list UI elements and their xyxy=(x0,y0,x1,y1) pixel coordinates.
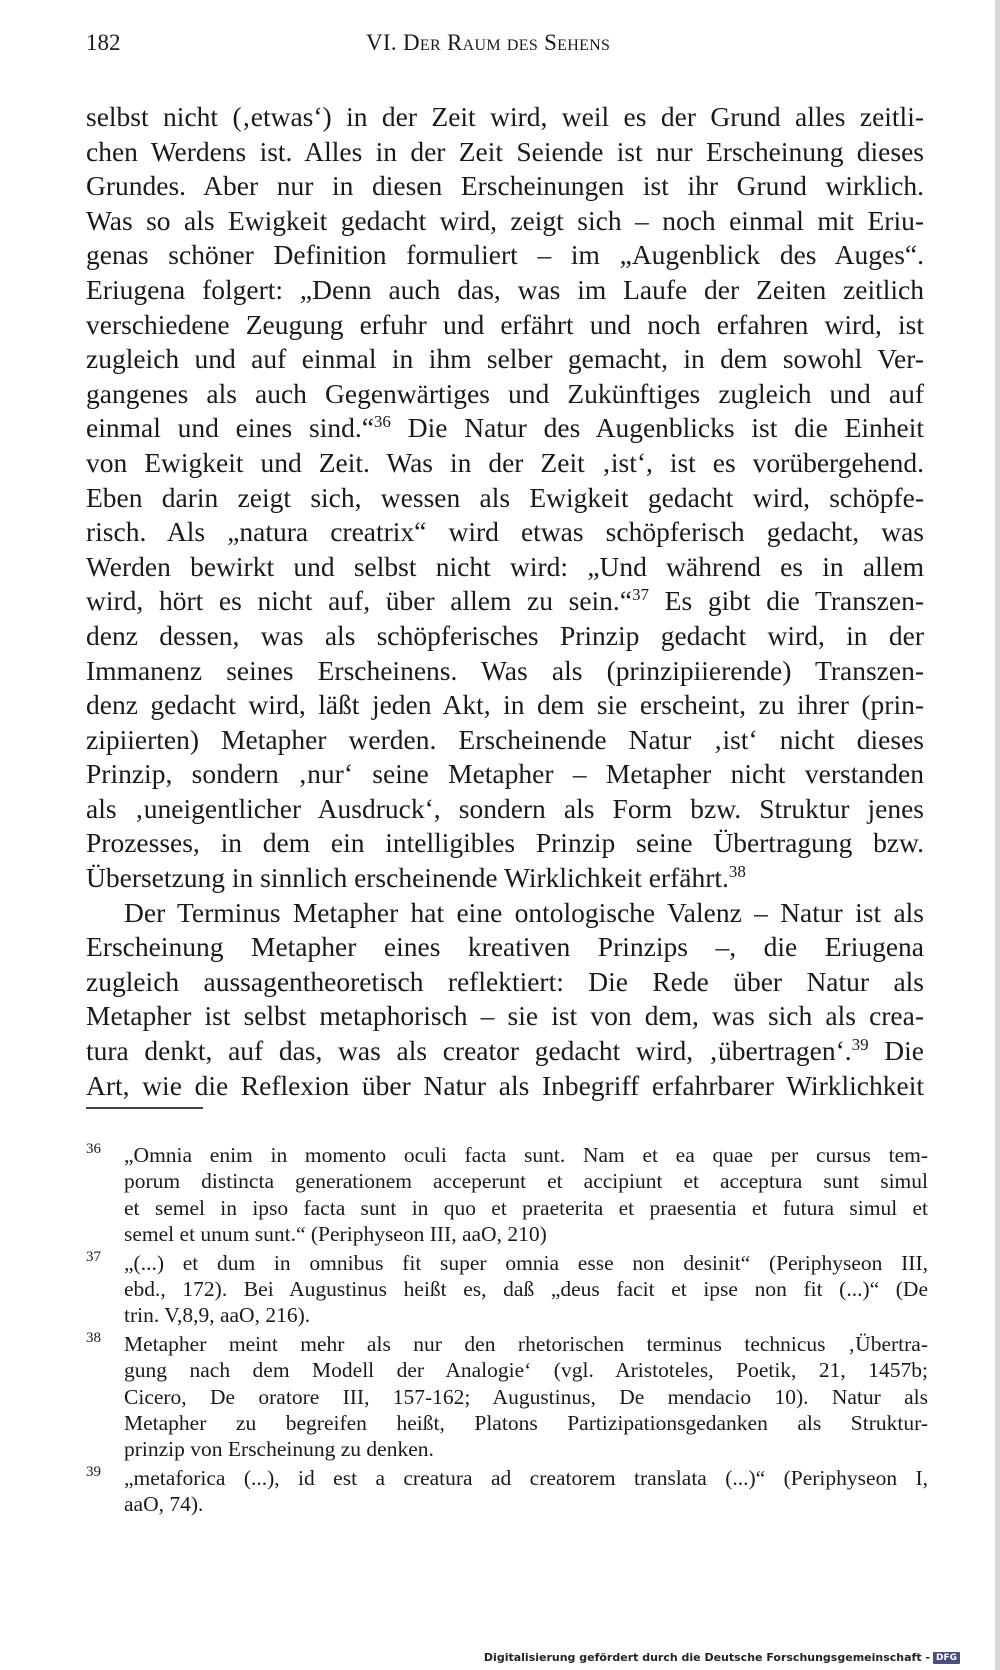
text-line: denz dessen, was als schöpferisches Prinzip gedacht wird, in der xyxy=(86,619,924,651)
footnote-line: „(...) et dum in omnibus fit super omnia esse non desinit“ (Periphyseon III, xyxy=(124,1250,928,1275)
footnote-number: 38 xyxy=(86,1329,101,1346)
text-segment: tura denkt, auf das, was als creator gedacht wird, ‚übertragen‘. xyxy=(86,1035,852,1067)
text-segment: Die Natur des Augenblicks ist die Einheit xyxy=(390,412,924,444)
body-text xyxy=(86,100,924,1103)
text-line: Prozesses, in dem ein intelligibles Prinzip seine Übertragung bzw. xyxy=(86,827,924,859)
footnote-line: et semel in ipso facta sunt in quo et praeterita et praesentia et futura simul et xyxy=(124,1195,928,1220)
text-line: verschiedene Zeugung erfuhr und erfährt und noch erfahren wird, ist xyxy=(86,308,924,340)
text-line: zipiierten) Metapher werden. Erscheinende Natur ‚ist‘ nicht dieses xyxy=(86,723,924,755)
footnote-ref: 38 xyxy=(728,861,746,881)
footnote-line: semel et unum sunt.“ (Periphyseon III, aaO, 210) xyxy=(124,1222,547,1247)
text-segment: Es gibt die Transzen- xyxy=(649,585,924,617)
footnote-line: gung nach dem Modell der Analogie‘ (vgl. Aristoteles, Poetik, 21, 1457b; xyxy=(124,1358,928,1383)
text-line: von Ewigkeit und Zeit. Was in der Zeit ‚ist‘, ist es vorübergehend. xyxy=(86,446,924,478)
footnote-ref: 36 xyxy=(373,412,391,432)
dfg-logo: DFG xyxy=(933,1652,960,1664)
footnote xyxy=(86,1331,928,1463)
footnote-line: ebd., 172). Bei Augustinus heißt es, daß „deus facit et ipse non fit (...)“ (De xyxy=(124,1276,928,1301)
text-line: Eriugena folgert: „Denn auch das, was im Laufe der Zeiten zeitlich xyxy=(86,273,924,305)
text-line: Prinzip, sondern ‚nur‘ seine Metapher – Metapher nicht verstanden xyxy=(86,758,924,790)
footnote-line: „Omnia enim in momento oculi facta sunt. Nam et ea quae per cursus tem- xyxy=(124,1143,928,1167)
text-line: genas schöner Definition formuliert – im „Augenblick des Auges“. xyxy=(86,239,924,271)
text-line: Eben darin zeigt sich, wessen als Ewigkeit gedacht wird, schöpfe- xyxy=(86,481,924,513)
footnote-number: 39 xyxy=(86,1463,101,1480)
footnote-ref: 39 xyxy=(851,1034,869,1054)
footnote-line: prinzip von Erscheinung zu denken. xyxy=(124,1437,434,1462)
footnote xyxy=(86,1142,928,1248)
text-line: chen Werdens ist. Alles in der Zeit Seiende ist nur Erscheinung dieses xyxy=(86,135,924,167)
paragraph xyxy=(86,896,924,1104)
footnote-separator xyxy=(86,1107,203,1109)
text-line: Grundes. Aber nur in diesen Erscheinungen ist ihr Grund wirklich. xyxy=(86,170,924,202)
footnote-line: porum distincta generationem acceperunt et accipiunt et acceptura sunt simul xyxy=(124,1169,928,1194)
footnote-line: „metaforica (...), id est a creatura ad creatorem translata (...)“ (Periphyseon I, xyxy=(124,1465,928,1490)
text-line: Art, wie die Reflexion über Natur als Inbegriff erfahrbarer Wirklichkeit xyxy=(86,1069,924,1101)
footnote-line: trin. V,8,9, aaO, 216). xyxy=(124,1303,311,1328)
running-head: VI. Der Raum des Sehens xyxy=(366,30,611,55)
text-line: risch. Als „natura creatrix“ wird etwas schöpferisch gedacht, was xyxy=(86,516,924,548)
footnote-line: Metapher zu begreifen heißt, Platons Partizipationsgedanken als Struktur- xyxy=(124,1410,928,1435)
text-line: Immanenz seines Erscheinens. Was als (prinzipiierende) Transzen- xyxy=(86,654,924,686)
text-segment: Die xyxy=(868,1035,924,1067)
text-line: Was so als Ewigkeit gedacht wird, zeigt sich – noch einmal mit Eriu- xyxy=(86,204,924,236)
text-line: gangenes als auch Gegenwärtiges und Zukünftiges zugleich und auf xyxy=(86,377,924,409)
text-segment: Übersetzung in sinnlich erscheinende Wirklichkeit erfährt. xyxy=(86,862,729,894)
footnote xyxy=(86,1465,928,1518)
footnote xyxy=(86,1250,928,1329)
text-line xyxy=(86,1034,924,1069)
text-line: als ‚uneigentlicher Ausdruck‘, sondern als Form bzw. Struktur jenes xyxy=(86,792,924,824)
credit-text: Digitalisierung gefördert durch die Deutsche Forschungsgemeinschaft - xyxy=(483,1651,930,1664)
footnotes xyxy=(86,1142,928,1519)
footnote-line: Metapher meint mehr als nur den rhetorischen terminus technicus ‚Übertra- xyxy=(124,1331,928,1356)
page-header xyxy=(86,30,922,66)
footnote-ref: 37 xyxy=(632,585,650,605)
footnote-line: aaO, 74). xyxy=(124,1492,204,1517)
text-line: zugleich aussagentheoretisch reflektiert: Die Rede über Natur als xyxy=(86,965,924,997)
text-line: zugleich und auf einmal in ihm selber gemacht, in dem sowohl Ver- xyxy=(86,343,924,375)
text-line: Der Terminus Metapher hat eine ontologische Valenz – Natur ist als xyxy=(124,896,924,928)
scan-page-edge xyxy=(995,0,1000,1670)
text-line xyxy=(86,411,924,446)
footnote-line: Cicero, De oratore III, 157-162; Augustinus, De mendacio 10). Natur als xyxy=(124,1384,928,1409)
text-line: Werden bewirkt und selbst nicht wird: „Und während es in allem xyxy=(86,550,924,582)
text-segment: einmal und eines sind.“ xyxy=(86,412,374,444)
text-line: denz gedacht wird, läßt jeden Akt, in dem sie erscheint, zu ihrer (prin- xyxy=(86,689,924,721)
paragraph xyxy=(86,100,924,896)
footnote-number: 36 xyxy=(86,1141,101,1157)
text-line: selbst nicht (‚etwas‘) in der Zeit wird, weil es der Grund alles zeitli- xyxy=(86,101,924,132)
digitization-credit xyxy=(484,1651,960,1664)
text-line: Metapher ist selbst metaphorisch – sie ist von dem, was sich als crea- xyxy=(86,1000,924,1032)
page-number: 182 xyxy=(86,30,121,55)
text-segment: wird, hört es nicht auf, über allem zu sein.“ xyxy=(86,585,633,617)
text-line xyxy=(86,861,924,896)
text-line xyxy=(86,584,924,619)
text-line: Erscheinung Metapher eines kreativen Prinzips –, die Eriugena xyxy=(86,931,924,963)
footnote-number: 37 xyxy=(86,1248,101,1265)
